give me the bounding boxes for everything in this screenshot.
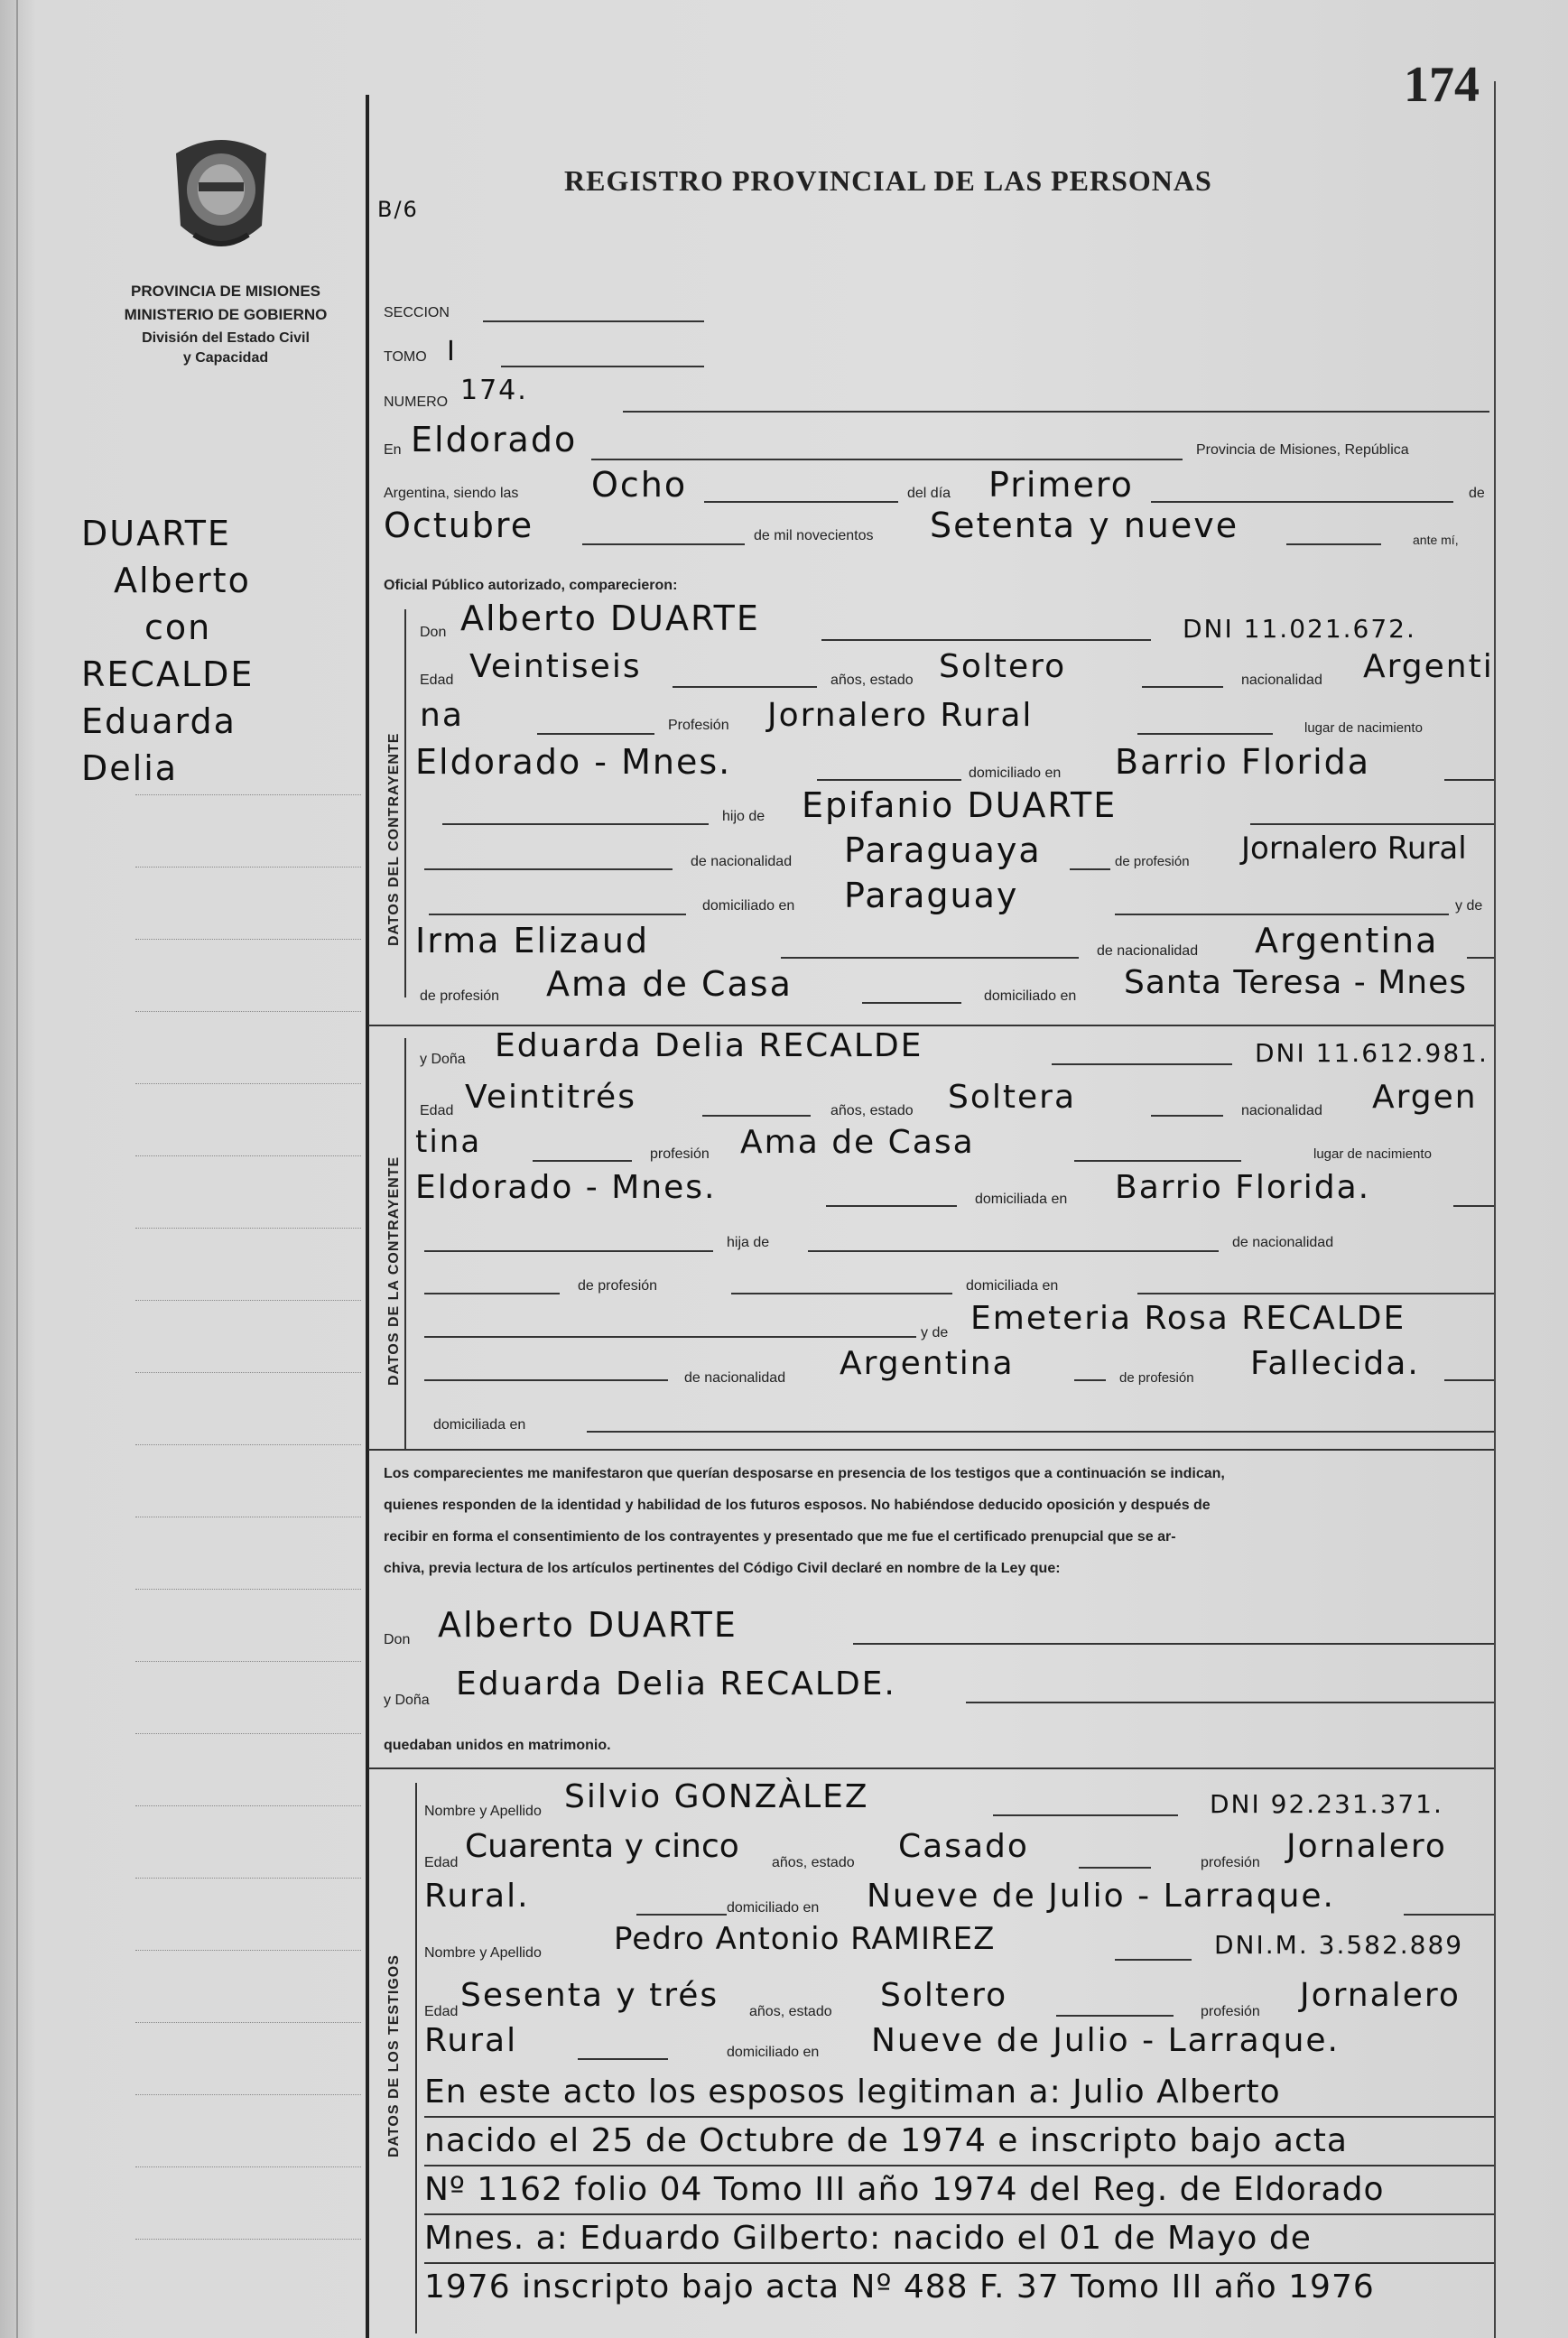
margin-ruling [135,1011,361,1012]
don-label: Don [420,625,447,640]
declaration-paragraph [384,1458,1494,1584]
profesion-label: profesión [650,1146,710,1162]
margin-ruling [135,1083,361,1084]
page-edge [16,0,18,2338]
margin-ruling [135,1733,361,1734]
testigo-1-dni: DNI 92.231.371. [1210,1789,1443,1819]
province-name: PROVINCIA DE MISIONES [130,283,320,300]
declaracion-don: Alberto DUARTE [438,1605,738,1645]
y-de-line [424,1336,916,1338]
domicilio-line [1453,1205,1494,1207]
don-label: Don [384,1632,411,1647]
padre-line-2 [808,1250,1219,1252]
legitimation-note [424,2069,1494,2311]
t2-nombre-line [1115,1959,1192,1961]
margin-ruling [135,1155,361,1156]
domicilio-label: domiciliado en [969,765,1062,781]
dona-line [966,1702,1494,1703]
note-line: Mnes. a: Eduardo Gilberto: nacido el 01 de Mayo de [424,2215,1494,2264]
en-label: En [384,442,402,458]
tomo-value: I [447,336,457,367]
contrayente-dni: DNI 11.021.672. [1183,614,1416,644]
padre-nombre: Epifanio DUARTE [802,785,1118,825]
testigo-2-nombre: Pedro Antonio RAMIREZ [614,1921,996,1957]
t1-nombre-label: Nombre y Apellido [424,1804,542,1819]
hija-label: hija de [727,1235,770,1250]
padre-nac-line [424,868,673,870]
testigo-1-nombre: Silvio GONZÀLEZ [564,1778,869,1815]
testigo-1-domicilio: Nueve de Julio - Larraque. [867,1878,1335,1915]
contrayente-profesion: Jornalero Rural [767,697,1034,734]
y-de-label: y de [921,1325,949,1341]
testigos-section-title: DATOS DE LOS TESTIGOS [386,1954,402,2157]
anios-estado-label: años, estado [830,1103,914,1118]
profesion-line [1137,733,1273,735]
testigo-1-estado: Casado [898,1828,1029,1865]
t2-nombre-label: Nombre y Apellido [424,1945,542,1961]
contrayenta-bracket [404,1038,406,1449]
section-divider [368,1767,1494,1769]
padre-nacionalidad: Paraguaya [844,830,1042,870]
contrayente-nacionalidad: Argenti [1363,648,1494,685]
margin-note [81,510,254,792]
estado-line [1142,686,1223,688]
padre-domicilio: Paraguay [844,876,1019,915]
madre-prof-line [862,1002,961,1004]
madre-domicilio-label: domiciliado en [984,988,1077,1004]
madre-nacionalidad-label: de nacionalidad [1097,943,1199,959]
edad-line [673,686,817,688]
testigo-2-domicilio: Nueve de Julio - Larraque. [871,2022,1340,2059]
division-name-2: y Capacidad [182,350,269,366]
contrayenta-madre-nacionalidad: Argentina [840,1345,1015,1382]
madre-profesion-label: de profesión [1119,1370,1194,1386]
contrayenta-domicilio: Barrio Florida. [1115,1169,1371,1206]
testigo-1-profesion: Jornalero [1286,1828,1447,1865]
right-border-rule [1494,81,1496,2338]
margin-mark: B/6 [377,197,419,222]
contrayenta-edad: Veintitrés [465,1079,636,1116]
mes-value: Octubre [384,506,534,545]
contrayenta-madre-profesion: Fallecida. [1250,1345,1420,1382]
contrayente-bracket [404,609,406,997]
anio-line [1286,543,1381,545]
t1-estado-line [1079,1867,1151,1869]
argentina-text: Argentina, siendo las [384,486,519,501]
madre-domicilio-label: domiciliada en [433,1417,526,1433]
profesion-label: Profesión [668,718,729,733]
madre-domicilio: Santa Teresa - Mnes [1124,964,1468,1001]
declaration-line: recibir en forma el consentimiento de los contrayentes y presentado que me fue el certificado prenupcial que se ar- [384,1529,1176,1545]
t2-profesion-label: profesión [1201,2004,1260,2019]
anio-value: Setenta y nueve [930,506,1239,545]
margin-note-line: Eduarda [81,701,237,741]
t1-nombre-line [993,1814,1178,1816]
padre-nac-line [424,1293,560,1294]
margin-note-line: DUARTE [81,514,231,553]
lugar-nac-label: lugar de nacimiento [1313,1146,1432,1162]
padre-prof-line [1070,868,1110,870]
issuer-block [90,280,361,366]
hijo-label: hijo de [722,809,765,824]
testigo-1-edad: Cuarenta y cinco [465,1828,739,1865]
testigos-bracket [415,1783,417,2333]
tomo-line [501,366,704,367]
madre-profesion-label: de profesión [420,988,500,1004]
contrayenta-estado: Soltera [948,1079,1077,1116]
declaration-line: Los comparecientes me manifestaron que querían desposarse en presencia de los testigos que a continuación se indican, [384,1466,1225,1481]
padre-prof-line [731,1293,952,1294]
margin-ruling [135,1805,361,1806]
section-divider [368,1449,1494,1451]
section-divider [368,1025,1494,1026]
contrayenta-section-title: DATOS DE LA CONTRAYENTE [386,1155,402,1386]
dia-line [1151,501,1453,503]
contrayente-section-title: DATOS DEL CONTRAYENTE [386,732,402,946]
dona-label: y Doña [420,1052,466,1067]
y-de-label: y de [1455,898,1483,914]
padre-nacionalidad-label: de nacionalidad [691,854,793,869]
margin-ruling [135,1228,361,1229]
margin-ruling [135,2239,361,2240]
contrayenta-madre: Emeteria Rosa RECALDE [970,1300,1406,1337]
domicilio-line [1444,779,1494,781]
t1-domicilio-label: domiciliado en [727,1900,820,1916]
contrayente-edad: Veintiseis [469,648,642,685]
mes-line [582,543,745,545]
t1-profesion-label: profesión [1201,1855,1260,1870]
madre-nac-line [1467,957,1494,959]
contrayente-nombre-line [821,639,1151,641]
ministry-name: MINISTERIO DE GOBIERNO [124,306,328,323]
t1-edad-label: Edad [424,1855,459,1870]
unidos-text: quedaban unidos en matrimonio. [384,1738,611,1753]
padre-domicilio-label: domiciliado en [702,898,795,914]
margin-ruling [135,2166,361,2167]
padre-dom-line-2 [1115,914,1449,915]
nac-line [533,1160,632,1162]
provincia-text: Provincia de Misiones, República [1196,442,1409,458]
numero-value: 174. [460,375,528,406]
anio-label: de mil novecientos [754,528,874,543]
anios-estado-label: años, estado [830,673,914,688]
lugar-nac-line [817,779,961,781]
t2-estado-line [1056,2015,1174,2017]
margin-ruling [135,1661,361,1662]
lugar-nac-label: lugar de nacimiento [1304,720,1423,736]
note-line: Nº 1162 folio 04 Tomo III año 1974 del Reg. de Eldorado [424,2166,1494,2215]
testigo-2-edad: Sesenta y trés [460,1977,719,2014]
madre-nombre: Irma Elizaud [415,921,650,960]
contrayente-domicilio: Barrio Florida [1115,742,1371,782]
t1-estado-label: años, estado [772,1855,855,1870]
dona-label: y Doña [384,1693,430,1708]
contrayenta-dni: DNI 11.612.981. [1255,1038,1489,1068]
division-name: División del Estado Civil [142,330,310,346]
numero-label: NUMERO [384,394,449,410]
declaration-line: chiva, previa lectura de los artículos pertinentes del Código Civil declaré en nombre de la Ley que: [384,1561,1061,1576]
edad-line [702,1115,811,1117]
testigo-2-profesion: Jornalero [1300,1977,1461,2014]
margin-ruling [135,1444,361,1445]
t2-prof-line [578,2058,668,2060]
contrayenta-lugar-nac: Eldorado - Mnes. [415,1169,717,1206]
margin-note-line: Delia [81,748,179,788]
contrayenta-nacionalidad-cont: tina [415,1124,482,1160]
contrayenta-nombre: Eduarda Delia RECALDE [495,1027,923,1064]
estado-line [1151,1115,1223,1117]
t1-prof-line [636,1914,727,1916]
t2-domicilio-label: domiciliado en [727,2045,820,2060]
margin-ruling [135,1950,361,1951]
margin-note-line: Alberto [114,561,251,600]
margin-note-line: RECALDE [81,654,255,694]
margin-ruling [135,1372,361,1373]
testigo-2-profesion-cont: Rural [424,2022,518,2059]
t2-edad-label: Edad [424,2004,459,2019]
margin-ruling [135,2094,361,2095]
padre-dom-line [1137,1293,1494,1294]
madre-dom-line [587,1431,1494,1433]
testigo-2-estado: Soltero [880,1977,1008,2014]
profesion-line [1074,1160,1241,1162]
dia-value: Primero [988,465,1134,505]
page-number: 174 [1404,57,1480,113]
contrayente-nacionalidad-cont: na [420,697,464,734]
dia-label: del día [907,486,951,501]
provincial-seal-icon [158,126,284,262]
contrayenta-nacionalidad: Argen [1372,1079,1478,1116]
note-line: 1976 inscripto bajo acta Nº 488 F. 37 Tomo III año 1976 [424,2268,1375,2306]
padre-line [424,1250,713,1252]
edad-label: Edad [420,1103,454,1118]
madre-nacionalidad: Argentina [1255,921,1439,960]
registry-title: REGISTRO PROVINCIAL DE LAS PERSONAS [564,164,1212,197]
de-label: de [1469,486,1485,501]
madre-line [781,957,1079,959]
main-vertical-rule [366,95,369,2338]
madre-nac-line [424,1379,668,1381]
margin-ruling [135,2022,361,2023]
nacionalidad-label: nacionalidad [1241,673,1322,688]
note-line: nacido el 25 de Octubre de 1974 e inscripto bajo acta [424,2118,1494,2166]
tomo-label: TOMO [384,349,427,365]
hora-line [704,501,898,503]
margin-note-line: con [144,608,212,647]
hijo-line [442,823,709,825]
margin-ruling [135,1300,361,1301]
padre-profesion-label: de profesión [1115,854,1190,869]
numero-line [623,411,1489,413]
margin-ruling [135,1589,361,1590]
contrayenta-profesion: Ama de Casa [740,1124,975,1161]
ante-label: ante mí, [1413,533,1459,547]
madre-nacionalidad-label: de nacionalidad [684,1370,786,1386]
edad-label: Edad [420,673,454,688]
contrayente-lugar-nac: Eldorado - Mnes. [415,742,732,782]
de-profesion-label: de profesión [578,1278,658,1294]
domicilio-label: domiciliada en [975,1192,1068,1207]
margin-ruling [135,794,361,795]
t1-dom-line [1404,1914,1494,1916]
nac-line [537,733,654,735]
lugar-nac-line [826,1205,957,1207]
testigo-1-profesion-cont: Rural. [424,1878,530,1915]
t2-estado-label: años, estado [749,2004,832,2019]
contrayenta-nombre-line [1052,1063,1232,1065]
margin-ruling [135,939,361,940]
contrayente-estado: Soltero [939,648,1067,685]
hora-value: Ocho [591,465,688,505]
oficial-text: Oficial Público autorizado, comparecieron: [384,578,678,593]
madre-prof-line-2 [1444,1379,1494,1381]
declaracion-dona: Eduarda Delia RECALDE. [456,1665,896,1702]
declaration-line: quienes responden de la identidad y habilidad de los futuros esposos. No habiéndose deducido oposición y después de [384,1498,1211,1513]
lugar-value: Eldorado [411,420,578,459]
testigo-2-dni: DNI.M. 3.582.889 [1214,1930,1464,1960]
margin-ruling [135,1878,361,1879]
nacionalidad-label: nacionalidad [1241,1103,1322,1118]
lugar-line [591,459,1183,460]
contrayente-nombre: Alberto DUARTE [460,598,760,638]
seccion-label: SECCION [384,305,450,320]
madre-profesion: Ama de Casa [546,964,793,1004]
padre-line [1250,823,1494,825]
note-line: En este acto los esposos legitiman a: Julio Alberto [424,2069,1494,2118]
domiciliada-label: domiciliada en [966,1278,1059,1294]
padre-profesion: Jornalero Rural [1241,830,1467,867]
seccion-line [483,320,704,322]
padre-dom-line [429,914,686,915]
madre-prof-line [1074,1379,1106,1381]
de-nacionalidad-label: de nacionalidad [1232,1235,1334,1250]
don-line [853,1643,1494,1645]
